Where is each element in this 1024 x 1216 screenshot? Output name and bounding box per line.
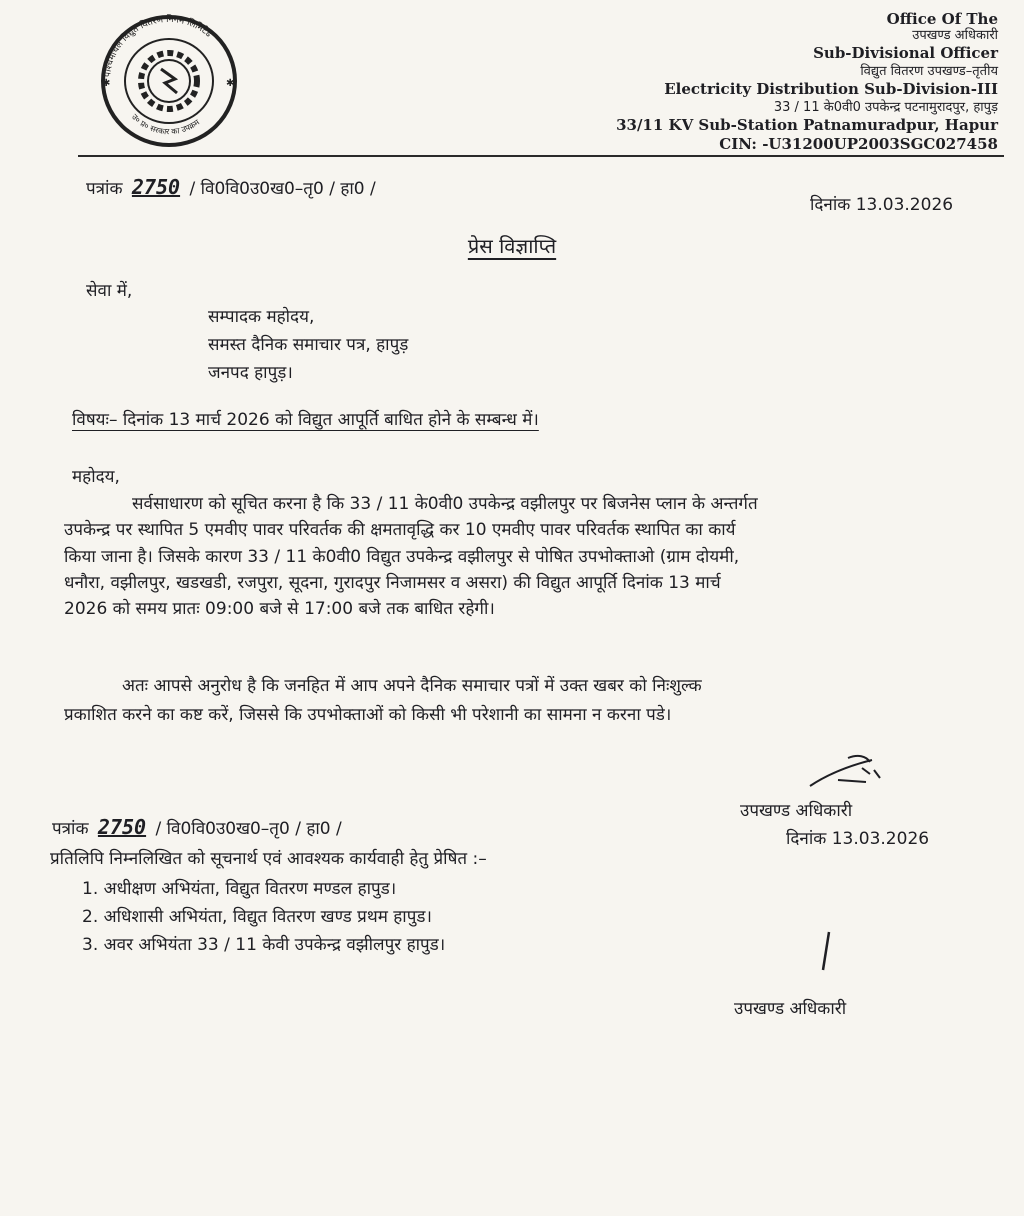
salutation: महोदय, bbox=[72, 467, 120, 487]
office-line-7: 33/11 KV Sub-Station Patnamuradpur, Hapur bbox=[616, 116, 998, 134]
body-p1-line-5: 2026 को समय प्रातः 09:00 बजे से 17:00 बजे तक बाधित रहेगी। bbox=[64, 599, 495, 619]
addressee-line-2: समस्त दैनिक समाचार पत्र, हापुड़ bbox=[208, 335, 409, 355]
office-line-6: 33 / 11 के0वी0 उपकेन्द्र पटनामुरादपुर, हापुड़ bbox=[773, 100, 998, 115]
reference-number-bottom: पत्रांक 2750 / वि0वि0उ0ख0–तृ0 / हा0 / bbox=[52, 815, 342, 839]
subject-line: विषयः– दिनांक 13 मार्च 2026 को विद्युत आपूर्ति बाधित होने के सम्बन्ध में। bbox=[72, 410, 539, 430]
ref-suffix: / वि0वि0उ0ख0–तृ0 / हा0 / bbox=[189, 179, 376, 199]
signature-stroke bbox=[815, 930, 835, 972]
ref-number: 2750 bbox=[131, 175, 181, 199]
signature-scribble bbox=[808, 752, 888, 792]
date-top bbox=[810, 192, 953, 215]
body-p2-line-2: प्रकाशित करने का कष्ट करें, जिससे कि उपभोक्ताओं को किसी भी परेशानी का सामना न करना पडे। bbox=[64, 705, 672, 726]
office-line-1: Office Of The bbox=[886, 10, 998, 28]
copy-list-item-1: 1. अधीक्षण अभियंता, विद्युत वितरण मण्डल हापुड। bbox=[82, 879, 397, 899]
reference-number-top bbox=[86, 175, 376, 199]
signatory-title-2: उपखण्ड अधिकारी bbox=[734, 999, 847, 1019]
date-label: दिनांक bbox=[810, 195, 851, 215]
body-p2-line-1: अतः आपसे अनुरोध है कि जनहित में आप अपने दैनिक समाचार पत्रों में उक्त खबर को निःशुल्क bbox=[122, 676, 702, 696]
office-line-4: विद्युत वितरण उपखण्ड–तृतीय bbox=[860, 64, 998, 79]
body-paragraph-2 bbox=[64, 676, 702, 727]
office-line-3: Sub-Divisional Officer bbox=[813, 44, 998, 62]
copy-intro: प्रतिलिपि निम्नलिखित को सूचनार्थ एवं आवश्यक कार्यवाही हेतु प्रेषित :– bbox=[50, 849, 487, 869]
page-title: प्रेस विज्ञाप्ति bbox=[467, 234, 557, 258]
header-divider bbox=[78, 155, 1004, 157]
svg-text:उ० प्र० सरकार का उपक्रम: उ० प्र० सरकार का उपक्रम bbox=[129, 112, 202, 137]
seal-icon bbox=[86, 14, 252, 148]
date-signature: दिनांक 13.03.2026 bbox=[786, 829, 930, 849]
copy-list-item-3: 3. अवर अभियंता 33 / 11 केवी उपकेन्द्र वझीलपुर हापुड। bbox=[82, 935, 446, 955]
date-value: 13.03.2026 bbox=[855, 195, 954, 215]
office-line-5: Electricity Distribution Sub-Division-III bbox=[664, 80, 998, 98]
company-seal-logo bbox=[86, 14, 252, 148]
signatory-title-1: उपखण्ड अधिकारी bbox=[740, 801, 853, 821]
office-line-2: उपखण्ड अधिकारी bbox=[912, 28, 998, 43]
office-address-block bbox=[616, 12, 998, 156]
body-p1-line-3: किया जाना है। जिसके कारण 33 / 11 के0वी0 विद्युत उपकेन्द्र वझीलपुर से पोषित उपभोक्ताओ (ग्राम दोयमी, bbox=[64, 546, 740, 567]
body-p1-line-2: उपकेन्द्र पर स्थापित 5 एमवीए पावर परिवर्तक की क्षमतावृद्धि कर 10 एमवीए पावर परिवर्तक स्थापित का कार्य bbox=[64, 520, 736, 541]
body-paragraph-1 bbox=[64, 494, 758, 620]
office-cin: CIN: -U31200UP2003SGC027458 bbox=[719, 135, 998, 153]
body-p1-line-4: धनौरा, वझीलपुर, खडखडी, रजपुरा, सूदना, गुरादपुर निजामसर व असरा) की विद्युत आपूर्ति दिनांक 13 मार्च bbox=[64, 572, 721, 593]
addressee-line-3: जनपद हापुड़। bbox=[208, 363, 293, 383]
svg-text:पश्चिमांचल विद्युत वितरण निगम: पश्चिमांचल विद्युत वितरण निगम लिमिटेड bbox=[103, 14, 214, 78]
to-label: सेवा में, bbox=[86, 281, 133, 301]
body-p1-line-1: सर्वसाधारण को सूचित करना है कि 33 / 11 के0वी0 उपकेन्द्र वझीलपुर पर बिजनेस प्लान के अन्तर्गत bbox=[132, 494, 758, 514]
addressee-line-1: सम्पादक महोदय, bbox=[208, 307, 315, 327]
svg-text:✱: ✱ bbox=[226, 78, 235, 89]
ref-label: पत्रांक bbox=[86, 179, 123, 199]
copy-list-item-2: 2. अधिशासी अभियंता, विद्युत वितरण खण्ड प्रथम हापुड। bbox=[82, 907, 432, 927]
svg-text:✱: ✱ bbox=[102, 78, 111, 89]
